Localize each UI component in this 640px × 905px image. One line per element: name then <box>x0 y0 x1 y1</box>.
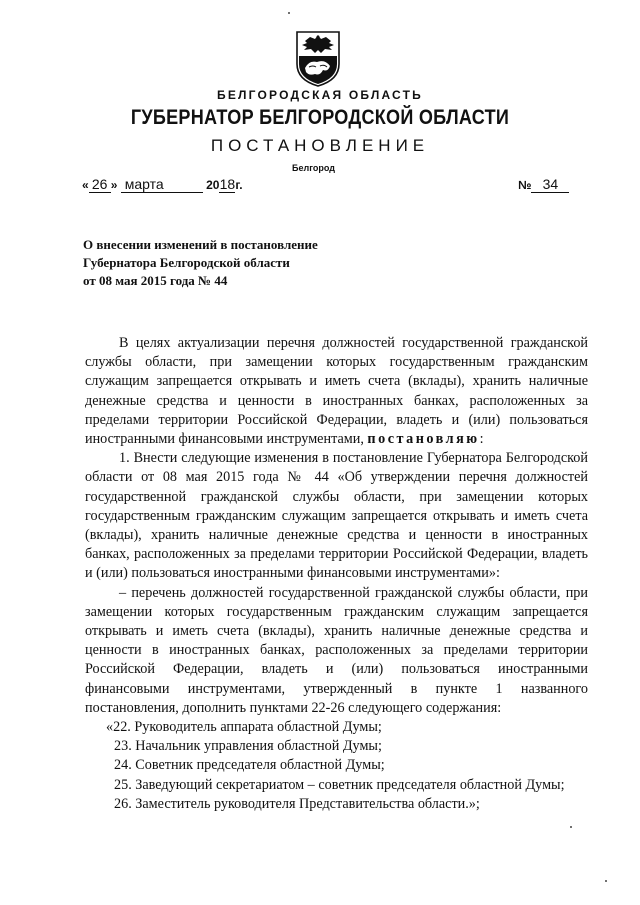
number-sign: № <box>518 178 532 192</box>
paragraph-item-1: 1. Внести следующие изменения в постановление Губернатора Белгородской области от 08 мая 2015 года № 44 «Об утверждении перечня должностей государственной гражданской службы области, при замещении которых государственным гражданским служащим запрещается открывать и иметь счета (вклады), хранить наличные денежные средства и ценности в иностранных банках, расположенных за пределами территории Российской Федерации, владеть и (или) пользоваться иностранными финансовыми инструментами»: <box>85 450 588 582</box>
coat-of-arms-emblem <box>293 26 343 88</box>
list-item: «22. Руководитель аппарата областной Думы; <box>106 719 382 736</box>
list-item: 23. Начальник управления областной Думы; <box>114 738 382 755</box>
title-line-3: от 08 мая 2015 года № 44 <box>83 273 228 288</box>
paragraph-preamble <box>85 334 588 449</box>
paragraph-list-intro: – перечень должностей государственной гражданской службы области, при замещении которых государственным гражданским служащим запрещается открывать и иметь счета (вклады), хранить наличные денежные средства и ценности в иностранных банках, расположенных за пределами территории Российской Федерации, владеть и (или) пользоваться иностранными финансовыми инструментами, утвержденный в пункте 1 названного постановления, дополнить пунктами 22-26 следующего содержания: <box>85 584 588 716</box>
date-year-prefix: 20 <box>206 178 220 192</box>
document-body <box>85 334 588 814</box>
date-month: марта <box>121 176 203 193</box>
date-year-suffix: 18 <box>219 176 236 192</box>
list-item: 25. Заведующий секретариатом – советник председателя областной Думы; <box>114 776 565 793</box>
document-date <box>82 176 243 193</box>
decree-colon: : <box>479 431 484 448</box>
list-item: 24. Советник председателя областной Думы; <box>114 757 385 774</box>
date-year-mark: г. <box>235 178 243 192</box>
document-type-heading: ПОСТАНОВЛЕНИЕ <box>210 136 430 155</box>
date-close-quote: » <box>110 178 118 192</box>
number-value: 34 <box>531 176 569 193</box>
title-line-1: О внесении изменений в постановление <box>83 237 318 252</box>
date-day: 26 <box>89 176 111 193</box>
list-item: 26. Заместитель руководителя Представительства области.»; <box>114 795 480 812</box>
scan-speck <box>605 880 607 882</box>
document-title <box>83 236 318 290</box>
preamble-text: В целях актуализации перечня должностей государственной гражданской службы области, при замещении которых государственным гражданским служащим запрещается открывать и иметь счета (вклады), хранить наличные денежные средства и ценности в иностранных банках, расположенных за пределами территории Российской Федерации, владеть и (или) пользоваться иностранными финансовыми инструментами, <box>85 335 588 448</box>
scan-speck <box>288 12 290 14</box>
governor-heading: ГУБЕРНАТОР БЕЛГОРОДСКОЙ ОБЛАСТИ <box>130 106 510 129</box>
region-heading: БЕЛГОРОДСКАЯ ОБЛАСТЬ <box>217 88 423 102</box>
scan-speck <box>570 826 572 828</box>
title-line-2: Губернатора Белгородской области <box>83 255 290 270</box>
decree-word: постановляю <box>367 431 480 448</box>
document-number <box>518 176 569 193</box>
city-label: Белгород <box>292 163 335 173</box>
date-open-quote: « <box>82 178 89 192</box>
